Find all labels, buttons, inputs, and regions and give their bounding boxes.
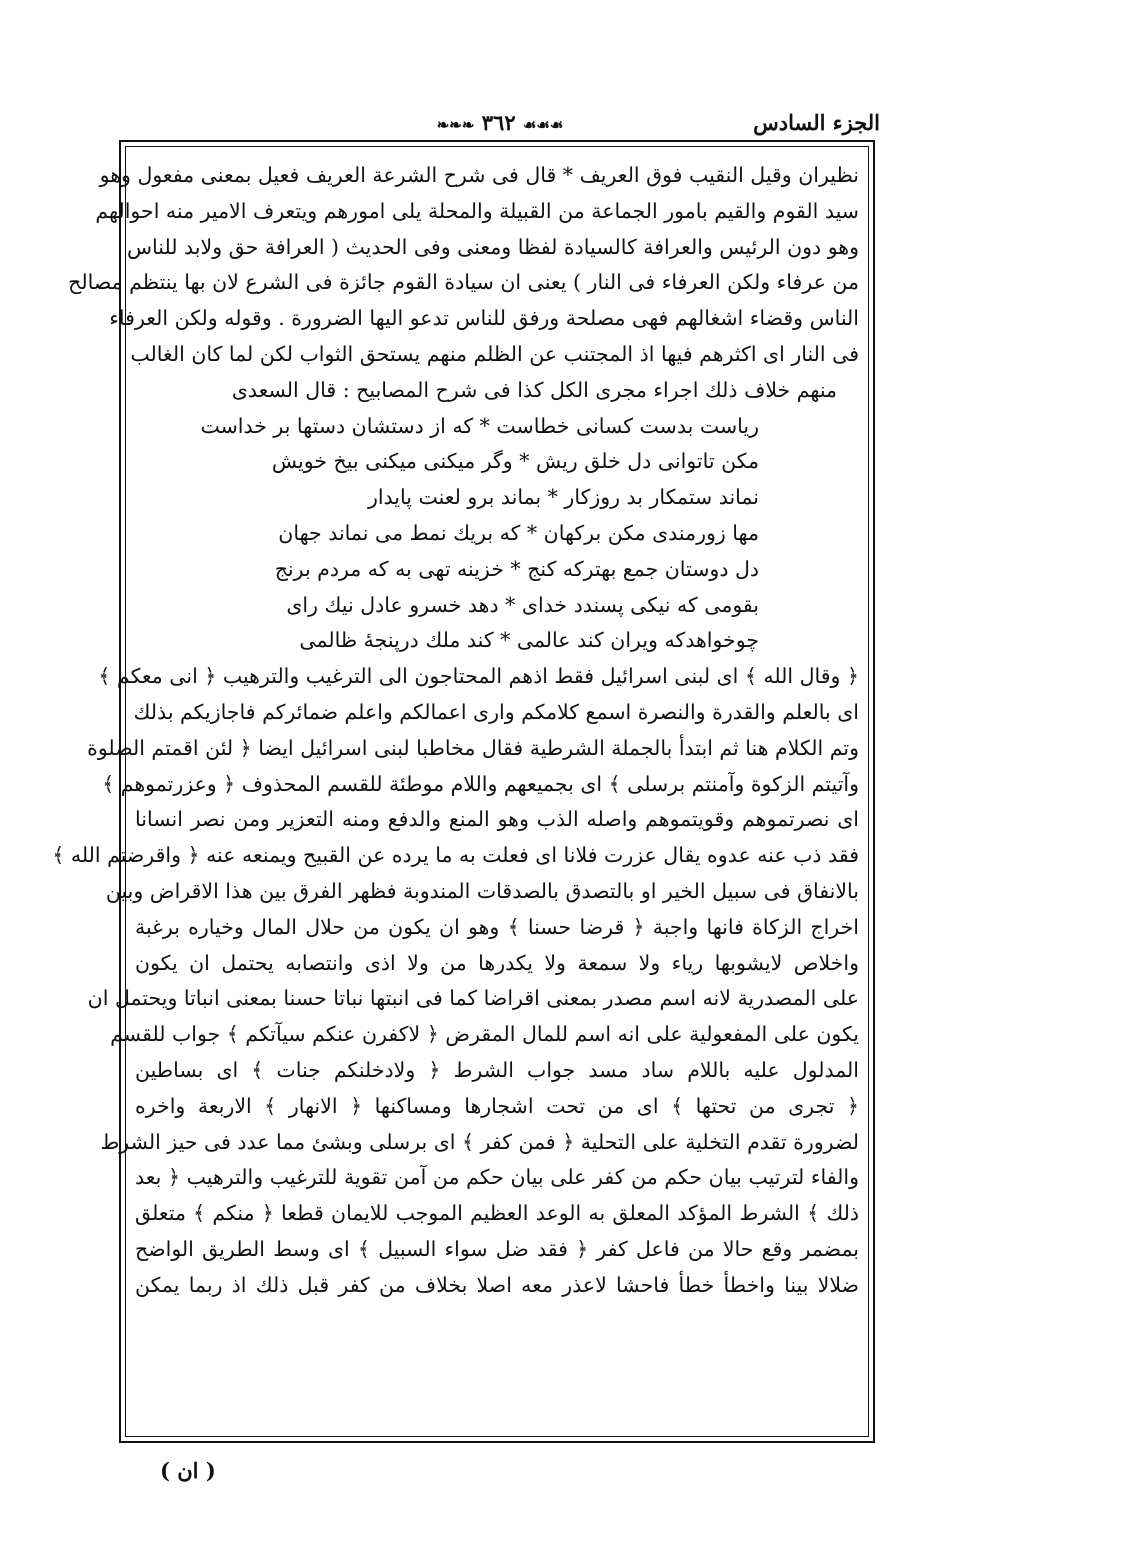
text-line: ﴿ تجرى من تحتها ﴾ اى من تحت اشجارها ومساكنها ﴿ الانهار ﴾ الاربعة واخره [135, 1093, 859, 1118]
ornament-left: ❧❧❧ [436, 116, 475, 134]
text-line: يكون على المفعولية على انه اسم للمال المقرض ﴿ لاكفرن عنكم سيآتكم ﴾ جواب للقسم [110, 1022, 859, 1047]
text-body [52, 158, 859, 1304]
poem-verse: چوخواهدكه ويران كند عالمى * كند ملك درپنجهٔ ظالمى [299, 628, 759, 653]
poem-verse: دل دوستان جمع بهتركه كنج * خزينه تهى به كه مردم برنج [274, 556, 759, 581]
poem-verse: مها زورمندى مكن بركهان * كه بريك نمط مى نماند جهان [278, 520, 759, 545]
page-number-block [437, 110, 564, 135]
text-line: اى بالعلم والقدرة والنصرة اسمع كلامكم وارى اعمالكم واعلم ضمائركم فاجازيكم بذلك [133, 699, 859, 724]
poem-verse: مكن تاتوانى دل خلق ريش * وگر ميكنى ميكنى بيخ خويش [271, 449, 759, 474]
text-line: على المصدرية لانه اسم مصدر بمعنى اقراضا كما فى انبتها نباتا حسنا بمعنى انباتا ويحتمل ان [87, 986, 859, 1011]
text-line: فى النار اى اكثرهم فيها اذ المجتنب عن الظلم منهم يستحق الثواب لكن لما كان الغالب [130, 341, 859, 366]
text-line: اخراج الزكاة فانها واجبة ﴿ قرضا حسنا ﴾ وهو ان يكون من حلال المال وخياره برغبة [135, 914, 859, 939]
text-line: والفاء لترتيب بيان حكم من كفر على بيان حكم من آمن تقوية للترغيب والترهيب ﴿ بعد [135, 1165, 859, 1190]
text-line: الناس وقضاء اشغالهم فهى مصلحة ورفق للناس تدعو اليها الضرورة . وقوله ولكن العرفاء [109, 306, 859, 331]
text-line: من عرفاء ولكن العرفاء فى النار ) يعنى ان سيادة القوم جائزة فى الشرع لان بها ينتظم مصالح [68, 270, 859, 295]
ornament-right: ☙☙☙ [522, 116, 564, 134]
text-line: وهو دون الرئيس والعرافة كالسيادة لفظا ومعنى وفى الحديث ( العرافة حق ولابد للناس [127, 234, 859, 259]
text-line: فقد ذب عنه عدوه يقال عزرت فلانا اى فعلت به ما يرده عن القبيح ويمنعه عنه ﴿ واقرضتم الله ﴾ [52, 843, 859, 868]
text-line: المدلول عليه باللام ساد مسد جواب الشرط ﴿ ولادخلنكم جنات ﴾ اى بساطين [135, 1057, 859, 1082]
poem-verse: نماند ستمكار بد روزكار * بماند برو لعنت پايدار [367, 485, 759, 510]
text-line: وتم الكلام هنا ثم ابتدأ بالجملة الشرطية فقال مخاطبا لبنى اسرائيل ايضا ﴿ لئن اقمتم الصلوة [87, 735, 859, 760]
poem-verse: رياست بدست كسانى خطاست * كه از دستشان دستها بر خداست [200, 413, 759, 438]
part-title: الجزء السادس [753, 110, 880, 135]
text-line: منهم خلاف ذلك اجراء مجرى الكل كذا فى شرح المصابيح : قال السعدى [231, 377, 837, 402]
page-frame [52, 140, 875, 1443]
text-line: اى نصرتموهم وقويتموهم واصله الذب وهو المنع والدفع ومنه التعزير ومن نصر انسانا [135, 807, 859, 832]
catchword: ( ان ) [160, 1458, 216, 1483]
poem-verse: بقومى كه نيكى پسندد خداى * دهد خسرو عادل نيك راى [286, 592, 759, 617]
text-line: بالانفاق فى سبيل الخير او بالتصدق بالصدقات المندوبة فظهر الفرق بين هذا الاقراض وبين [105, 878, 859, 903]
text-line: ذلك ﴾ الشرط المؤكد المعلق به الوعد العظيم الموجب للايمان قطعا ﴿ منكم ﴾ متعلق [135, 1201, 859, 1226]
text-line: وآتيتم الزكوة وآمنتم برسلى ﴾ اى بجميعهم واللام موطئة للقسم المحذوف ﴿ وعزرتموهم ﴾ [102, 771, 859, 796]
text-line: نظيران وقيل النقيب فوق العريف * قال فى شرح الشرعة العريف فعيل بمعنى مفعول وهو [99, 163, 859, 187]
text-line: سيد القوم والقيم بامور الجماعة من القبيلة والمحلة يلى امورهم ويتعرف الامير منه احوالهم [95, 198, 859, 223]
text-line: بمضمر وقع حالا من فاعل كفر ﴿ فقد ضل سواء السبيل ﴾ اى وسط الطريق الواضح [135, 1236, 859, 1261]
text-line: واخلاص لايشوبها رياء ولا سمعة ولا يكدرها من ولا اذى وانتصابه يحتمل ان يكون [135, 950, 859, 975]
text-line: ضلالا بينا واخطأ خطأ فاحشا لاعذر معه اصلا بخلاف من كفر قبل ذلك اذ ربما يمكن [135, 1272, 859, 1297]
text-line: ﴿ وقال الله ﴾ اى لبنى اسرائيل فقط اذهم المحتاجون الى الترغيب والترهيب ﴿ انى معكم ﴾ [98, 664, 859, 689]
text-line: لضرورة تقدم التخلية على التحلية ﴿ فمن كفر ﴾ اى برسلى وبشئ مما عدد فى حيز الشرط [100, 1129, 859, 1154]
page-header [120, 108, 880, 142]
page-number: ٣٦٢ [481, 110, 516, 135]
